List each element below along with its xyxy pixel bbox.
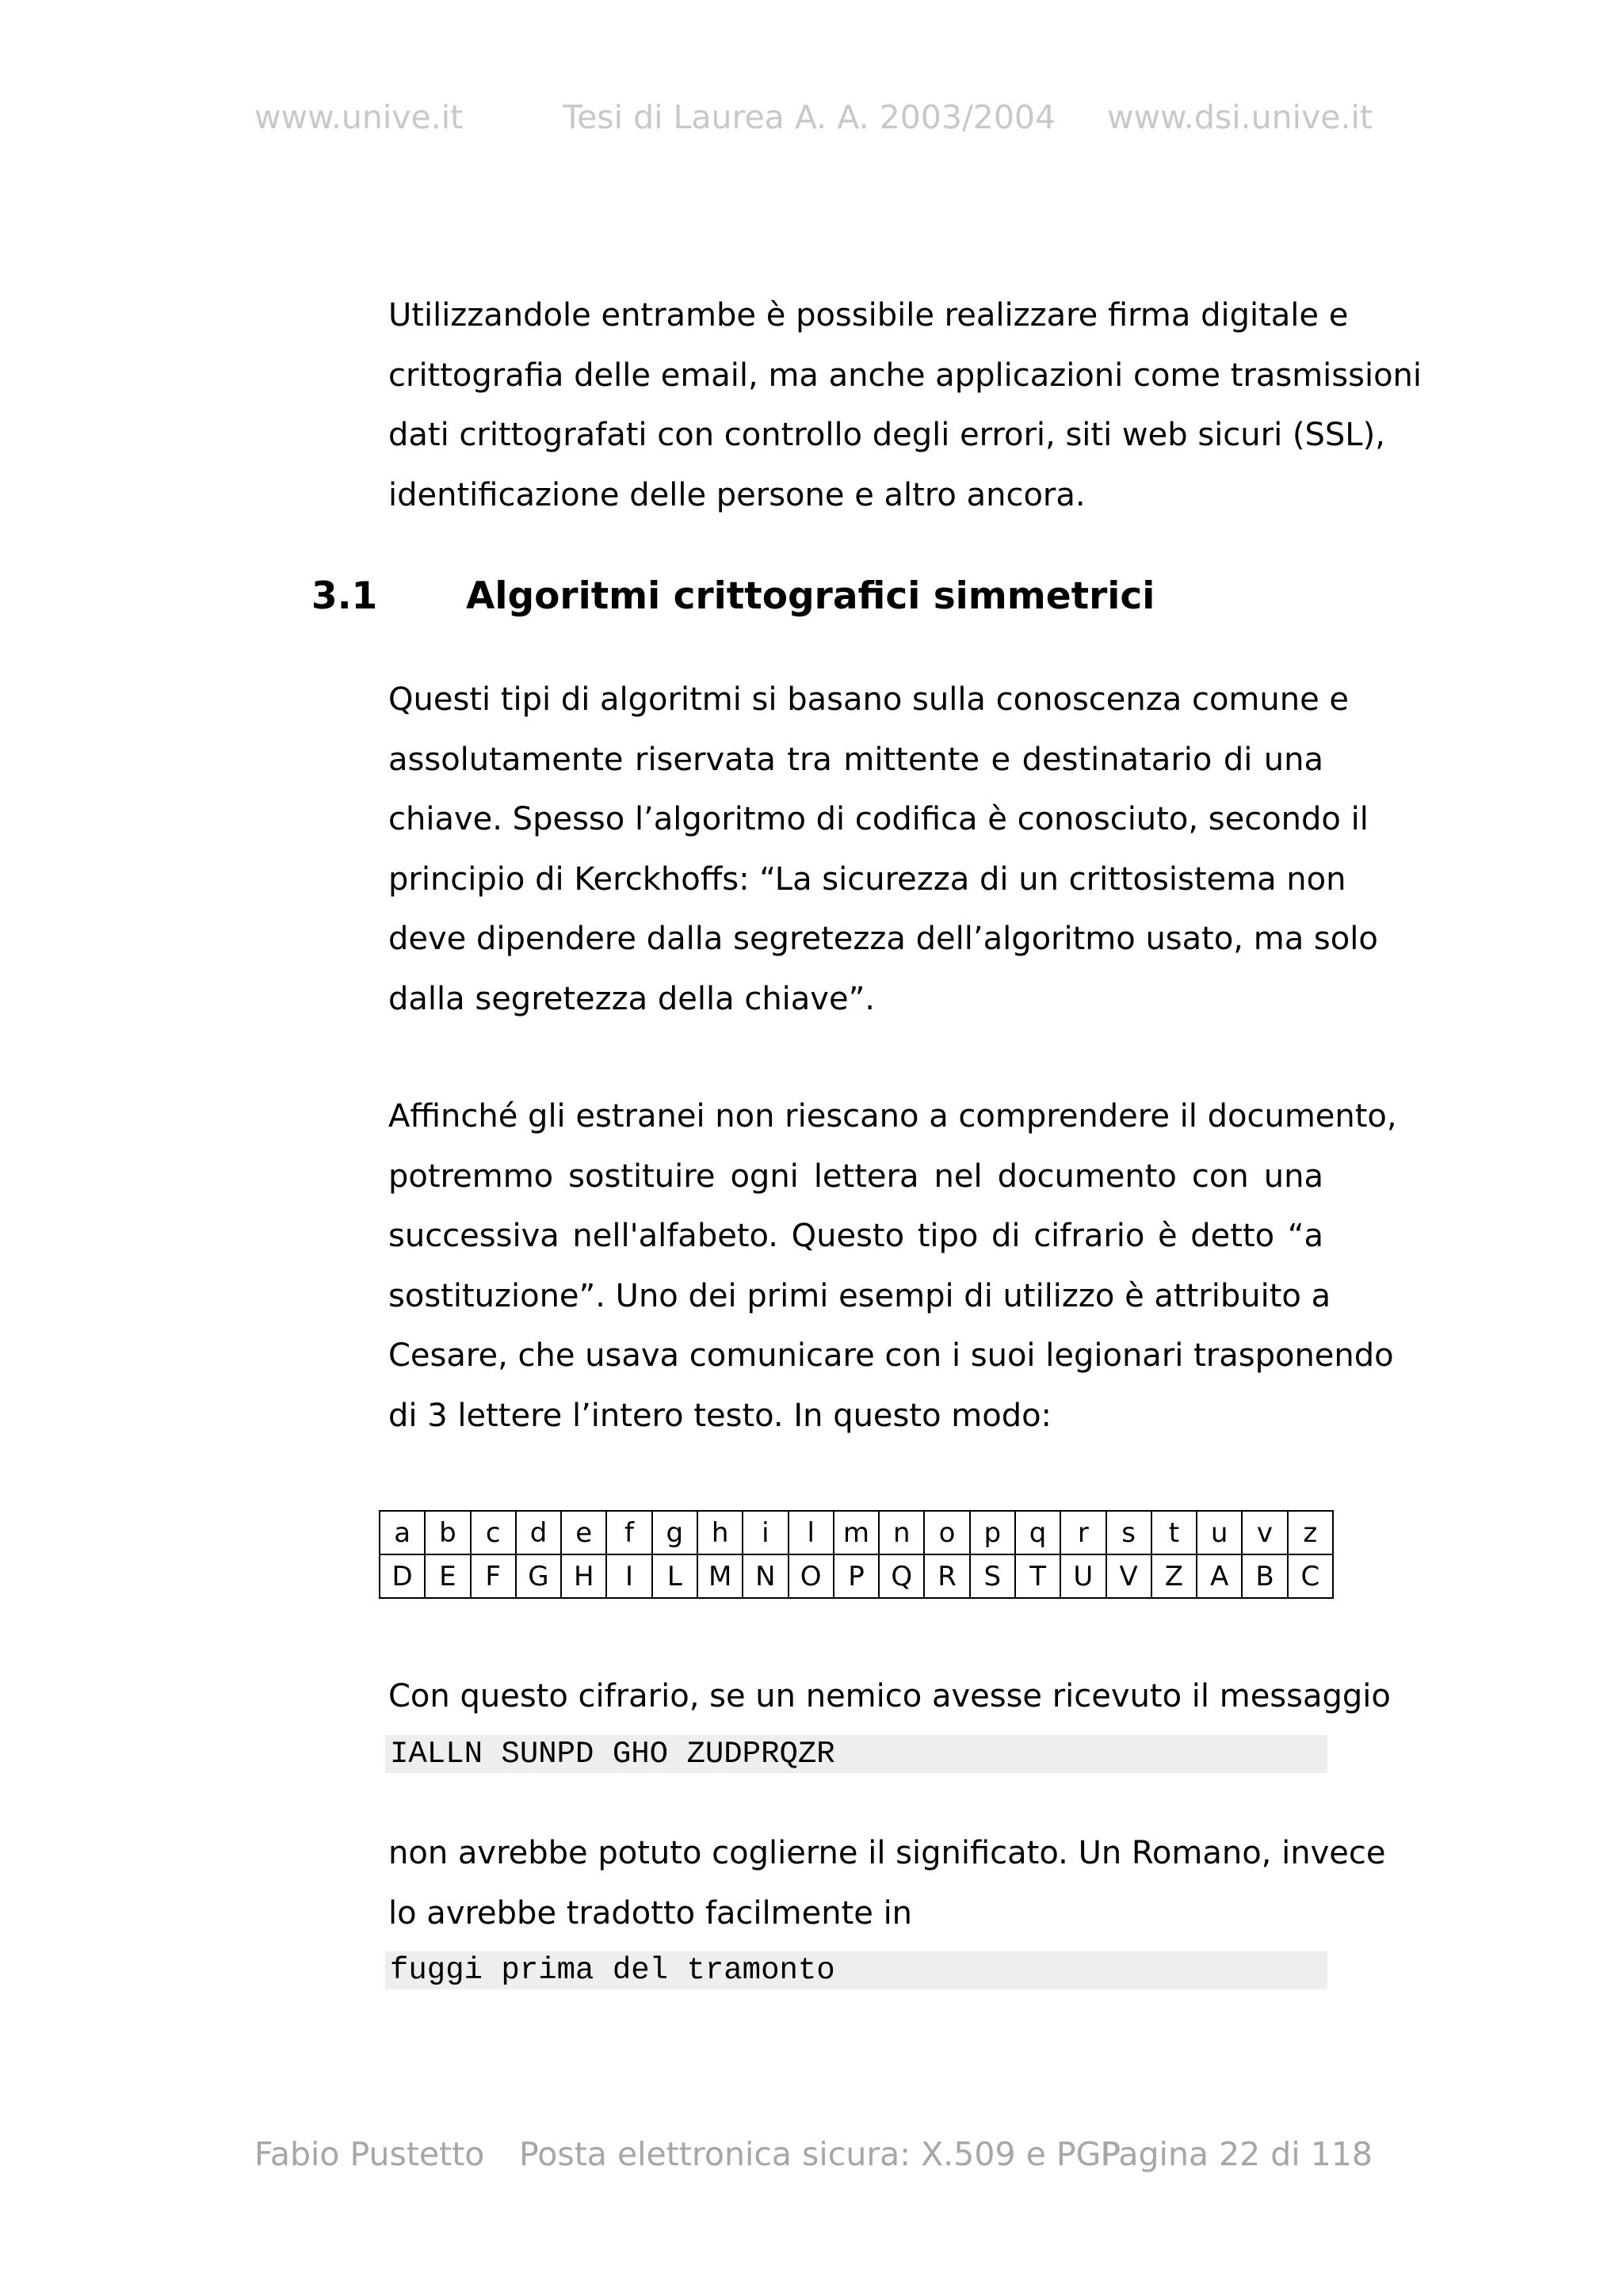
text-line: chiave. Spesso l’algoritmo di codifica è conosciuto, secondo il bbox=[388, 801, 1369, 837]
plain-letter-cell: f bbox=[606, 1511, 651, 1554]
intro-paragraph bbox=[388, 286, 1423, 525]
text-line: principio di Kerckhoffs: “La sicurezza di un crittosistema non bbox=[388, 860, 1346, 898]
plaintext-code-block: fuggi prima del tramonto bbox=[385, 1951, 1327, 1989]
plain-alphabet-row bbox=[380, 1511, 1333, 1554]
plain-letter-cell: v bbox=[1242, 1511, 1287, 1554]
footer-page-number: Pagina 22 di 118 bbox=[1100, 2135, 1373, 2173]
section-title: Algoritmi crittografici simmetrici bbox=[466, 574, 1155, 618]
text-line: Cesare, che usava comunicare con i suoi legionari trasponendo bbox=[388, 1337, 1394, 1374]
text-line: identificazione delle persone e altro ancora. bbox=[388, 476, 1086, 513]
cipher-letter-cell: P bbox=[834, 1554, 879, 1598]
plain-letter-cell: n bbox=[879, 1511, 924, 1554]
plain-letter-cell: c bbox=[471, 1511, 516, 1554]
text-line: non avrebbe potuto coglierne il significato. Un Romano, invece bbox=[388, 1835, 1386, 1871]
cipher-letter-cell: G bbox=[516, 1554, 561, 1598]
text-line: assolutamente riservata tra mittente e destinatario di una bbox=[388, 741, 1323, 778]
plain-letter-cell: r bbox=[1060, 1511, 1106, 1554]
caesar-cipher-table bbox=[379, 1510, 1334, 1599]
text-line: di 3 lettere l’intero testo. In questo modo: bbox=[388, 1397, 1052, 1434]
header-left-url: www.unive.it bbox=[254, 98, 464, 136]
plain-letter-cell: m bbox=[834, 1511, 879, 1554]
footer-thesis-title: Posta elettronica sicura: X.509 e PGP bbox=[519, 2135, 1121, 2173]
cipher-letter-cell: F bbox=[471, 1554, 516, 1598]
text-line: potremmo sostituire ogni lettera nel documento con una bbox=[388, 1158, 1323, 1195]
paragraph-substitution bbox=[388, 1087, 1397, 1446]
ciphertext-code-block: IALLN SUNPD GHO ZUDPRQZR bbox=[385, 1735, 1327, 1773]
plain-letter-cell: z bbox=[1288, 1511, 1333, 1554]
cipher-letter-cell: Q bbox=[879, 1554, 924, 1598]
text-line: dalla segretezza della chiave”. bbox=[388, 980, 876, 1017]
cipher-letter-cell: A bbox=[1197, 1554, 1242, 1598]
header-right-url: www.dsi.unive.it bbox=[1106, 98, 1373, 136]
plain-letter-cell: s bbox=[1106, 1511, 1151, 1554]
plain-letter-cell: t bbox=[1151, 1511, 1197, 1554]
cipher-letter-cell: B bbox=[1242, 1554, 1287, 1598]
paragraph-enemy-message bbox=[388, 1667, 1391, 1727]
plain-letter-cell: g bbox=[652, 1511, 697, 1554]
cipher-letter-cell: V bbox=[1106, 1554, 1151, 1598]
section-number: 3.1 bbox=[311, 574, 378, 618]
footer-author: Fabio Pustetto bbox=[254, 2135, 485, 2173]
text-line: dati crittografati con controllo degli errori, siti web sicuri (SSL), bbox=[388, 417, 1385, 453]
paragraph-roman-translation bbox=[388, 1824, 1386, 1943]
text-line: crittografia delle email, ma anche applicazioni come trasmissioni bbox=[388, 357, 1423, 394]
header-thesis-title: Tesi di Laurea A. A. 2003/2004 bbox=[563, 98, 1056, 136]
text-line: Con questo cifrario, se un nemico avesse ricevuto il messaggio bbox=[388, 1678, 1391, 1714]
cipher-letter-cell: R bbox=[924, 1554, 969, 1598]
cipher-letter-cell: H bbox=[561, 1554, 606, 1598]
cipher-letter-cell: O bbox=[789, 1554, 834, 1598]
cipher-letter-cell: E bbox=[425, 1554, 470, 1598]
cipher-letter-cell: D bbox=[380, 1554, 425, 1598]
cipher-alphabet-row bbox=[380, 1554, 1333, 1598]
text-line: lo avrebbe tradotto facilmente in bbox=[388, 1894, 913, 1932]
cipher-letter-cell: L bbox=[652, 1554, 697, 1598]
plain-letter-cell: u bbox=[1197, 1511, 1242, 1554]
text-line: successiva nell'alfabeto. Questo tipo di cifrario è detto “a bbox=[388, 1218, 1323, 1254]
plain-letter-cell: h bbox=[697, 1511, 743, 1554]
plain-letter-cell: o bbox=[924, 1511, 969, 1554]
cipher-letter-cell: Z bbox=[1151, 1554, 1197, 1598]
cipher-letter-cell: U bbox=[1060, 1554, 1106, 1598]
cipher-letter-cell: M bbox=[697, 1554, 743, 1598]
plain-letter-cell: p bbox=[970, 1511, 1015, 1554]
cipher-letter-cell: S bbox=[970, 1554, 1015, 1598]
plain-letter-cell: d bbox=[516, 1511, 561, 1554]
paragraph-kerckhoffs bbox=[388, 670, 1378, 1029]
plain-letter-cell: a bbox=[380, 1511, 425, 1554]
cipher-letter-cell: N bbox=[743, 1554, 788, 1598]
text-line: deve dipendere dalla segretezza dell’algoritmo usato, ma solo bbox=[388, 921, 1378, 957]
text-line: sostituzione”. Uno dei primi esempi di utilizzo è attribuito a bbox=[388, 1277, 1331, 1314]
page-header bbox=[0, 93, 1623, 141]
text-line: Questi tipi di algoritmi si basano sulla conoscenza comune e bbox=[388, 681, 1350, 718]
plain-letter-cell: e bbox=[561, 1511, 606, 1554]
page-footer bbox=[0, 2130, 1623, 2178]
cipher-letter-cell: C bbox=[1288, 1554, 1333, 1598]
plain-letter-cell: i bbox=[743, 1511, 788, 1554]
text-line: Utilizzandole entrambe è possibile realizzare firma digitale e bbox=[388, 297, 1349, 334]
plain-letter-cell: q bbox=[1015, 1511, 1060, 1554]
plain-letter-cell: l bbox=[789, 1511, 834, 1554]
text-line: Affinché gli estranei non riescano a comprendere il documento, bbox=[388, 1098, 1397, 1135]
plain-letter-cell: b bbox=[425, 1511, 470, 1554]
cipher-letter-cell: T bbox=[1015, 1554, 1060, 1598]
cipher-letter-cell: I bbox=[606, 1554, 651, 1598]
